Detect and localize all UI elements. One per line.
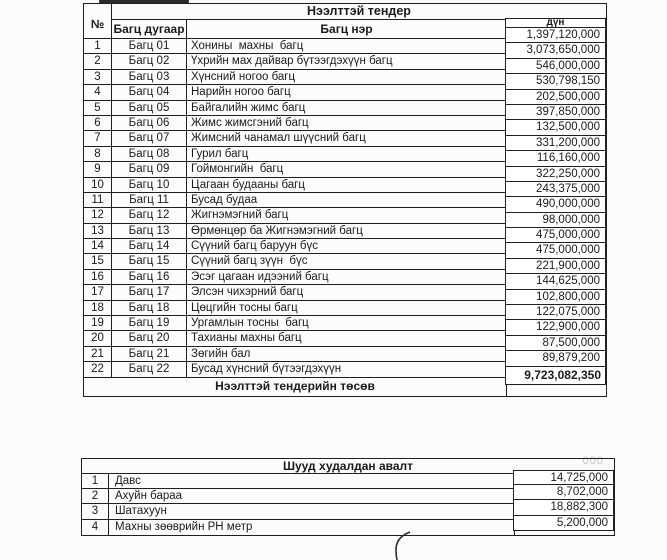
column-header-name: Багц нэр (186, 20, 506, 39)
amount-value: 546,000,000 (505, 59, 606, 74)
package-id: Багц 10 (111, 178, 186, 193)
amount-value: 14,725,000 (513, 470, 614, 485)
row-number: 4 (91, 520, 99, 533)
pen-stroke-artifact (390, 531, 412, 560)
package-id: Багц 04 (111, 85, 186, 100)
amount-value: 122,900,000 (505, 320, 606, 335)
package-id: Багц 11 (111, 193, 186, 208)
amount-value: 132,500,000 (505, 120, 606, 135)
package-id: Багц 01 (111, 39, 186, 54)
amount-value: 331,200,000 (505, 136, 606, 151)
amount-value: 1,397,120,000 (505, 28, 606, 43)
package-name: Сүүний багц зүүн бүс (186, 254, 506, 269)
amount-value: 5,200,000 (513, 516, 614, 531)
amount-value: 8,702,000 (513, 485, 614, 500)
package-id: Багц 19 (111, 316, 186, 331)
amount-value: 322,250,000 (505, 167, 606, 182)
row-number: 3 (82, 504, 108, 519)
direct-purchase-amount-column (513, 470, 614, 531)
row-number: 15 (84, 254, 111, 269)
row-number: 4 (84, 85, 111, 100)
package-name: Бусад хүнсний бүтээгдэхүүн (186, 362, 506, 377)
row-number: 18 (84, 301, 111, 316)
amount-value: 18,882,300 (513, 500, 614, 515)
package-id: Багц 22 (111, 362, 186, 377)
amount-value: 122,075,000 (505, 305, 606, 320)
amount-value: 397,850,000 (505, 105, 606, 120)
item-name: Ахуйн бараа (108, 489, 514, 504)
package-id: Багц 09 (111, 162, 186, 177)
row-number: 8 (84, 147, 111, 162)
row-number: 11 (84, 193, 111, 208)
row-number: 17 (84, 285, 111, 300)
row-number: 5 (84, 101, 111, 116)
amount-value: 243,375,000 (505, 182, 606, 197)
item-name: Давс (108, 474, 514, 489)
package-id: Багц 03 (111, 70, 186, 85)
row-number: 10 (84, 178, 111, 193)
package-name: Хүнсний ногоо багц (186, 70, 506, 85)
total-label: Нээлттэй тендерийн төсөв (215, 378, 375, 393)
package-id: Багц 14 (111, 239, 186, 254)
package-name: Жигнэмэгний багц (186, 208, 506, 223)
package-name: Гоймонгийн багц (186, 162, 506, 177)
row-number: 19 (84, 316, 111, 331)
package-id: Багц 18 (111, 301, 186, 316)
amount-value: 144,625,000 (505, 274, 606, 289)
amount-value: 490,000,000 (505, 197, 606, 212)
row-number: 16 (84, 270, 111, 285)
row-number: 1 (82, 474, 108, 489)
row-number: 20 (84, 331, 111, 346)
package-id: Багц 02 (111, 54, 186, 69)
row-number: 2 (82, 489, 108, 504)
column-header-amount: дүн (505, 18, 606, 28)
bleedthrough-text-artifact: 000 (582, 455, 604, 467)
row-number: 12 (84, 208, 111, 223)
open-tender-amount-column (505, 18, 606, 385)
package-name: Байгалийн жимс багц (186, 101, 506, 116)
package-id: Багц 21 (111, 347, 186, 362)
package-name: Гурил багц (186, 147, 506, 162)
package-id: Багц 13 (111, 224, 186, 239)
package-name: Жимсний чанамал шүүсний багц (186, 131, 506, 146)
package-name: Бусад будаа (186, 193, 506, 208)
amount-value: 87,500,000 (505, 336, 606, 351)
row-number: 1 (84, 39, 111, 54)
column-header-no: № (90, 17, 105, 31)
package-name: Хонины махны багц (186, 39, 506, 54)
package-name: Тахианы махны багц (186, 331, 506, 346)
amount-value: 202,500,000 (505, 90, 606, 105)
row-number: 7 (84, 131, 111, 146)
total-amount: 9,723,082,350 (505, 367, 606, 385)
package-name: Элсэн чихэрний багц (186, 285, 506, 300)
amount-value: 116,160,000 (505, 151, 606, 166)
package-id: Багц 16 (111, 270, 186, 285)
table-title: Нээлттэй тендер (111, 4, 606, 20)
amount-value: 475,000,000 (505, 228, 606, 243)
amount-value: 221,900,000 (505, 259, 606, 274)
package-name: Нарийн ногоо багц (186, 85, 506, 100)
package-name: Цөцгийн тосны багц (186, 301, 506, 316)
package-id: Багц 12 (111, 208, 186, 223)
row-number: 22 (84, 362, 111, 377)
table-title: Шууд худалдан авалт (82, 459, 614, 474)
amount-value: 530,798,150 (505, 74, 606, 89)
package-name: Сүүний багц баруун бүс (186, 239, 506, 254)
package-name: Ургамлын тосны багц (186, 316, 506, 331)
row-number: 14 (84, 239, 111, 254)
row-number: 3 (84, 70, 111, 85)
row-number: 2 (84, 54, 111, 69)
package-id: Багц 15 (111, 254, 186, 269)
package-name: Зөгийн бал (186, 347, 506, 362)
item-name: Шатахуун (108, 504, 514, 519)
open-tender-amount-cells (505, 28, 606, 367)
package-id: Багц 17 (111, 285, 186, 300)
row-number: 9 (84, 162, 111, 177)
package-id: Багц 07 (111, 131, 186, 146)
package-id: Багц 05 (111, 101, 186, 116)
row-number: 13 (84, 224, 111, 239)
item-name: Махны зөөврийн РН метр (108, 520, 514, 535)
row-number: 21 (84, 347, 111, 362)
package-name: Эсэг цагаан идээний багц (186, 270, 506, 285)
package-id: Багц 08 (111, 147, 186, 162)
row-number: 6 (84, 116, 111, 131)
package-id: Багц 20 (111, 331, 186, 346)
package-name: Өрмөнцөр ба Жигнэмэгний багц (186, 224, 506, 239)
amount-value: 3,073,650,000 (505, 43, 606, 58)
package-name: Цагаан будааны багц (186, 178, 506, 193)
amount-value: 98,000,000 (505, 213, 606, 228)
amount-value: 102,800,000 (505, 290, 606, 305)
package-id: Багц 06 (111, 116, 186, 131)
column-header-package: Багц дугаар (111, 20, 186, 39)
package-name: Жимс жимсгэний багц (186, 116, 506, 131)
amount-value: 89,879,200 (505, 351, 606, 366)
package-name: Үхрийн мах дайвар бүтээгдэхүүн багц (186, 54, 506, 69)
amount-value: 475,000,000 (505, 243, 606, 258)
